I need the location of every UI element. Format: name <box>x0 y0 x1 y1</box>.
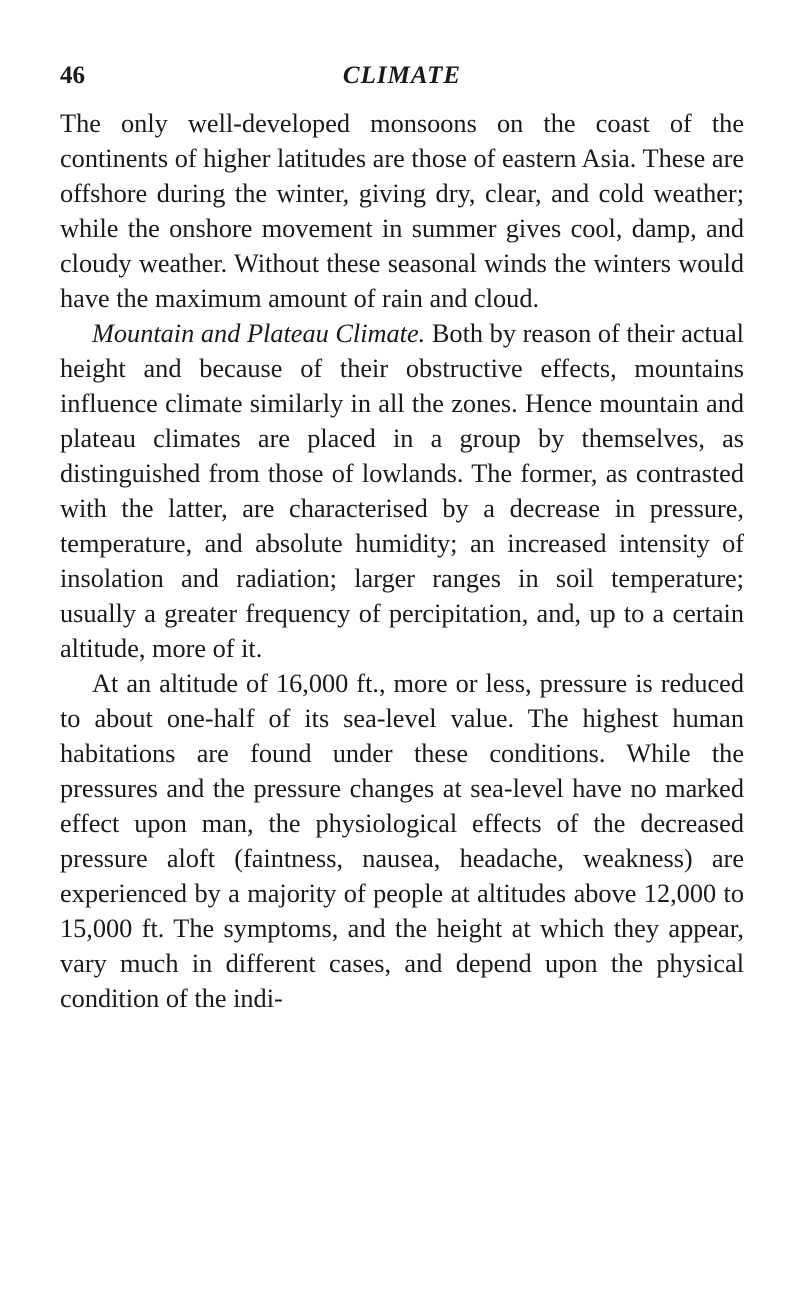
paragraph-monsoons: The only well-developed monsoons on the coast of the continents of higher latitudes are those of eastern Asia. These are offshore during the winter, giving dry, clear, and cold weather; while the onshore movement in summer gives cool, damp, and cloudy weather. Without these seasonal winds the winters would have the maximum amount of rain and cloud. <box>60 109 744 313</box>
running-head <box>60 62 744 96</box>
paragraph-mountain-climate-text: Both by reason of their actual height and because of their obstructive effects, mountains influence climate similarly in all the zones. Hence mountain and plateau climates are placed in a group by themselves, as distinguished from those of lowlands. The former, as contrasted with the latter, are characterised by a decrease in pressure, temperature, and absolute humidity; an increased intensity of insolation and radiation; larger ranges in soil temperature; usually a greater frequency of percipitation, and, up to a certain altitude, more of it. <box>60 319 744 663</box>
book-page <box>60 62 744 1016</box>
section-heading-mountain-plateau: Mountain and Plateau Climate. <box>92 319 426 348</box>
paragraph-mountain-climate <box>60 316 744 666</box>
page-number: 46 <box>60 62 85 89</box>
running-title: CLIMATE <box>342 62 462 89</box>
paragraph-altitude-pressure: At an altitude of 16,000 ft., more or less, pressure is reduced to about one-half of its sea-level value. The highest human habitations are found under these conditions. While the pressures and the pressure changes at sea-level have no marked effect upon man, the physiological effects of the decreased pressure aloft (faintness, nausea, headache, weakness) are experienced by a majority of people at altitudes above 12,000 to 15,000 ft. The symptoms, and the height at which they appear, vary much in different cases, and depend upon the physical condition of the indi- <box>60 669 744 1013</box>
body-text <box>60 106 744 1016</box>
